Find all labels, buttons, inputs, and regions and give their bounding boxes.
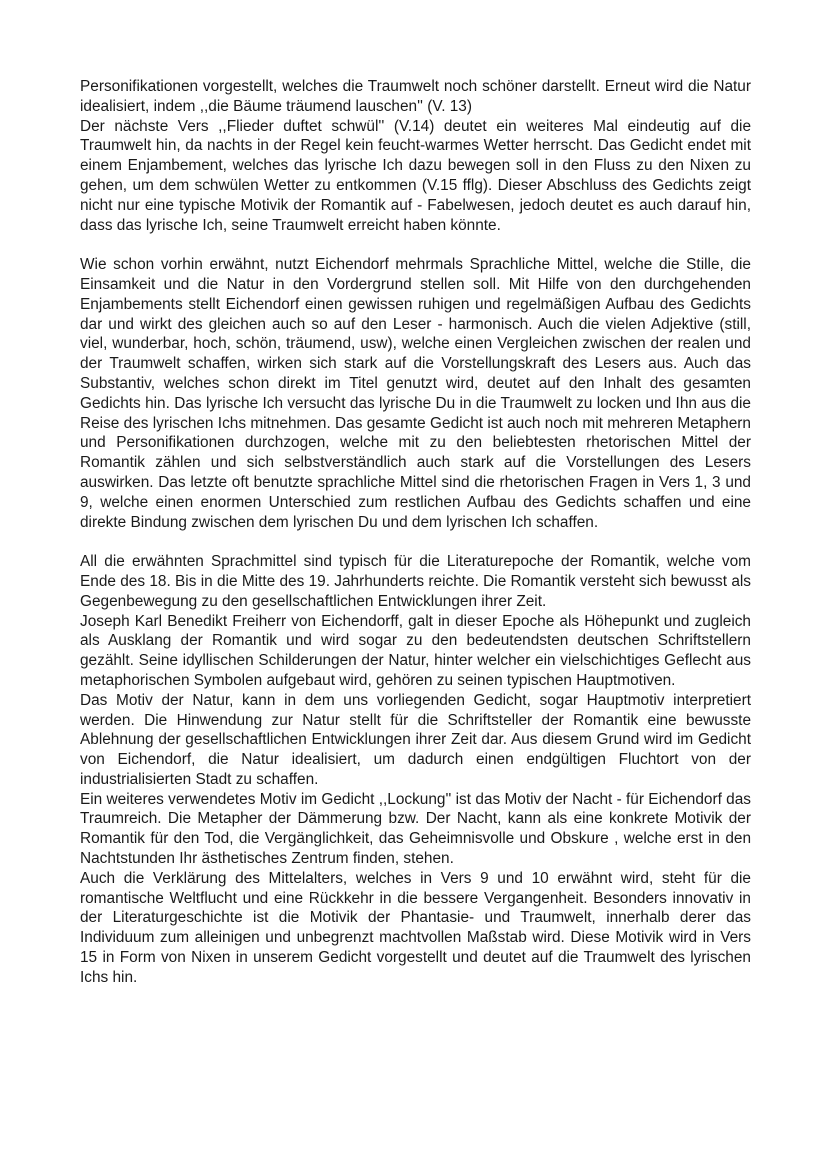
paragraph-personifikationen: Personifikationen vorgestellt, welches die Traumwelt noch schöner darstellt. Erneut wird die Natur idealisiert, indem ,,die Bäume träumend lauschen'' (V. 13)	[80, 78, 751, 115]
document-page	[80, 77, 751, 988]
paragraph-motiv-natur: Das Motiv der Natur, kann in dem uns vorliegenden Gedicht, sogar Hauptmotiv interpretiert werden. Die Hinwendung zur Natur stellt für die Schriftsteller der Romantik eine bewusste Ablehnung der gesellschaftlichen Entwicklungen ihrer Zeit dar. Aus diesem Grund wird im Gedicht von Eichendorf, die Natur idealisiert, um dadurch einen endgültigen Fluchtort von der industrialisierten Stadt zu schaffen.	[80, 691, 751, 788]
paragraph-spacer	[80, 532, 751, 552]
paragraph-spacer	[80, 235, 751, 255]
paragraph-sprachliche-mittel: Wie schon vorhin erwähnt, nutzt Eichendorf mehrmals Sprachliche Mittel, welche die Stille, die Einsamkeit und die Natur in den Vordergrund stellen soll. Mit Hilfe von den durchgehenden Enjambements stellt Eichendorf einen gewissen ruhigen und regelmäßigen Aufbau des Gedichts dar und wirkt des gleichen auch so auf den Leser - harmonisch. Auch die vielen Adjektive (still, viel, wunderbar, hoch, schön, träumend, usw), welche einen Vergleichen zwischen der realen und der Traumwelt schaffen, wirken sich stark auf die Vorstellungskraft des Lesers aus. Auch das Substantiv, welches schon direkt im Titel genutzt wird, deutet auf den Inhalt des gesamten Gedichts hin. Das lyrische Ich versucht das lyrische Du in die Traumwelt zu locken und Ihn aus die Reise des lyrischen Ichs mitnehmen. Das gesamte Gedicht ist auch noch mit mehreren Metaphern und Personifikationen durchzogen, welche mit zu den beliebtesten rhetorischen Mittel der Romantik zählen und sich selbstverständlich auch stark auf die Vorstellungen des Lesers auswirken. Das letzte oft benutzte sprachliche Mittel sind die rhetorischen Fragen in Vers 1, 3 und 9, welche einen enormen Unterschied zum restlichen Aufbau des Gedichts schaffen und eine direkte Bindung zwischen dem lyrischen Du und dem lyrischen Ich schaffen.	[80, 256, 751, 531]
paragraph-mittelalter: Auch die Verklärung des Mittelalters, welches in Vers 9 und 10 erwähnt wird, steht für die romantische Weltflucht und eine Rückkehr in die bessere Vergangenheit. Besonders innovativ in der Literaturgeschichte ist die Motivik der Phantasie- und Traumwelt, innerhalb derer das Individuum zum alleinigen und unbegrenzt machtvollen Maßstab wird. Diese Motivik wird in Vers 15 in Form von Nixen in unserem Gedicht vorgestellt und deutet auf die Traumwelt des lyrischen Ichs hin.	[80, 869, 751, 986]
paragraph-flieder-vers: Der nächste Vers ,,Flieder duftet schwül'' (V.14) deutet ein weiteres Mal eindeutig auf die Traumwelt hin, da nachts in der Regel kein feucht-warmes Wetter herrscht. Das Gedicht endet mit einem Enjambement, welches das lyrische Ich dazu bewegen soll in den Fluss zu den Nixen zu gehen, um dem schwülen Wetter zu entkommen (V.15 fflg). Dieser Abschluss des Gedichts zeigt nicht nur eine typische Motivik der Romantik auf - Fabelwesen, jedoch deutet es auch darauf hin, dass das lyrische Ich, seine Traumwelt erreicht haben könnte.	[80, 117, 751, 234]
paragraph-eichendorff-biografie: Joseph Karl Benedikt Freiherr von Eichendorff, galt in dieser Epoche als Höhepunkt und zugleich als Ausklang der Romantik und wird sogar zu den bedeutendsten deutschen Schriftstellern gezählt. Seine idyllischen Schilderungen der Natur, hinter welcher ein vielschichtiges Geflecht aus metaphorischen Symbolen aufgebaut wird, gehören zu seinen typischen Hauptmotiven.	[80, 612, 751, 689]
paragraph-literaturepoche: All die erwähnten Sprachmittel sind typisch für die Literaturepoche der Romantik, welche vom Ende des 18. Bis in die Mitte des 19. Jahrhunderts reichte. Die Romantik versteht sich bewusst als Gegenbewegung zu den gesellschaftlichen Entwicklungen ihrer Zeit.	[80, 553, 751, 610]
paragraph-motiv-nacht: Ein weiteres verwendetes Motiv im Gedicht ,,Lockung'' ist das Motiv der Nacht - für Eichendorf das Traumreich. Die Metapher der Dämmerung bzw. Der Nacht, kann als eine konkrete Motivik der Romantik für den Tod, die Vergänglichkeit, das Geheimnisvolle und Obskure , welche erst in den Nachtstunden Ihr ästhetisches Zentrum finden, stehen.	[80, 790, 751, 868]
